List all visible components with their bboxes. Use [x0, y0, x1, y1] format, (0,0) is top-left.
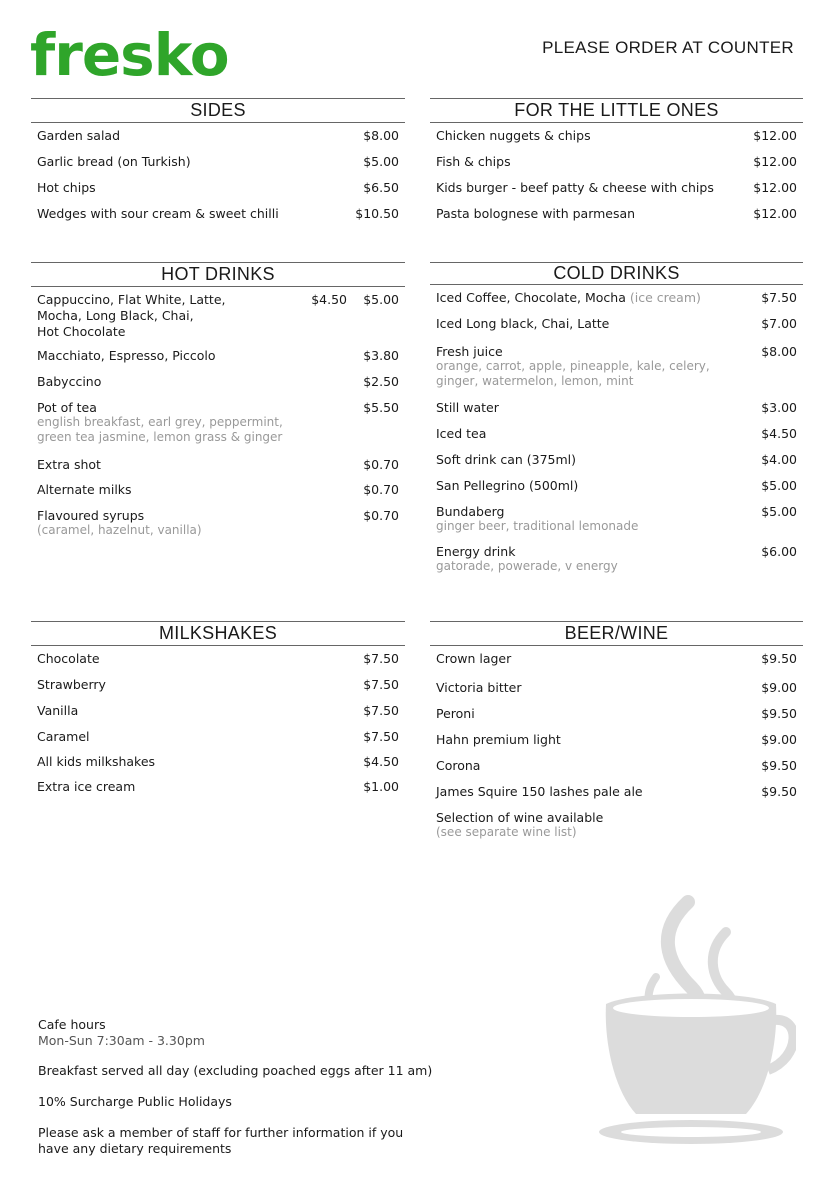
menu-item	[430, 426, 803, 452]
item-name: Fresh juice	[436, 344, 503, 359]
item-price: $9.50	[761, 758, 797, 773]
item-name: Garden salad	[37, 128, 121, 143]
item-price: $12.00	[753, 180, 797, 195]
section-hot-drinks	[31, 262, 405, 548]
item-name: Cappuccino, Flat White, Latte,	[37, 292, 226, 307]
items-list	[31, 128, 405, 232]
item-name: Kids burger - beef patty & cheese with chips	[436, 180, 714, 195]
menu-item	[430, 651, 803, 680]
item-name: All kids milkshakes	[37, 754, 156, 769]
item-description: (see separate wine list)	[436, 825, 577, 839]
item-name: Chicken nuggets & chips	[436, 128, 591, 143]
cafe-hours	[38, 1017, 205, 1048]
menu-item	[31, 206, 405, 232]
item-price: $3.00	[761, 400, 797, 415]
menu-item	[430, 180, 803, 206]
item-description: english breakfast, earl grey, peppermint,	[37, 415, 283, 429]
menu-item	[430, 706, 803, 732]
item-price: $6.50	[363, 180, 399, 195]
dietary-note	[38, 1125, 403, 1157]
item-name: Alternate milks	[37, 482, 132, 497]
surcharge-note: 10% Surcharge Public Holidays	[38, 1094, 232, 1109]
section-sides	[31, 98, 405, 232]
item-price: $12.00	[753, 154, 797, 169]
menu-item	[430, 452, 803, 478]
items-list	[430, 128, 803, 232]
item-name: Chocolate	[37, 651, 100, 666]
item-name: Iced tea	[436, 426, 487, 441]
item-price: $9.00	[761, 732, 797, 747]
item-name: Extra ice cream	[37, 779, 136, 794]
menu-item	[430, 290, 803, 316]
menu-item	[31, 292, 405, 348]
item-name: Hot chips	[37, 180, 96, 195]
breakfast-note: Breakfast served all day (excluding poached eggs after 11 am)	[38, 1063, 433, 1078]
item-name: Caramel	[37, 729, 90, 744]
menu-item	[31, 779, 405, 804]
menu-item	[31, 754, 405, 779]
section-little-ones	[430, 98, 803, 232]
item-description: green tea jasmine, lemon grass & ginger	[37, 430, 283, 444]
items-list	[430, 290, 803, 580]
section-title: FOR THE LITTLE ONES	[430, 98, 803, 123]
menu-item	[31, 677, 405, 703]
section-title: HOT DRINKS	[31, 262, 405, 287]
section-beer-wine	[430, 621, 803, 846]
item-name: Hahn premium light	[436, 732, 561, 747]
menu-item	[430, 344, 803, 400]
menu-item	[430, 316, 803, 344]
item-price: $8.00	[363, 128, 399, 143]
item-price: $7.50	[363, 729, 399, 744]
item-name-text: Iced Coffee, Chocolate, Mocha	[436, 290, 626, 305]
item-price: $7.50	[363, 703, 399, 718]
item-price: $5.00	[761, 504, 797, 519]
item-price: $4.50	[761, 426, 797, 441]
item-price: $0.70	[363, 457, 399, 472]
item-name: Soft drink can (375ml)	[436, 452, 577, 467]
item-price: $9.50	[761, 784, 797, 799]
section-title: MILKSHAKES	[31, 621, 405, 646]
item-name: James Squire 150 lashes pale ale	[436, 784, 643, 799]
section-title: COLD DRINKS	[430, 262, 803, 285]
menu-item	[31, 508, 405, 548]
items-list	[430, 651, 803, 846]
item-price: $12.00	[753, 128, 797, 143]
item-price: $0.70	[363, 508, 399, 523]
menu-item	[31, 651, 405, 677]
coffee-cup-icon	[596, 892, 796, 1152]
menu-item	[31, 457, 405, 482]
item-name: Hot Chocolate	[37, 324, 126, 339]
item-price: $7.50	[363, 677, 399, 692]
item-price-small: $4.50	[311, 292, 347, 307]
menu-item	[31, 482, 405, 508]
item-name: Corona	[436, 758, 481, 773]
item-name: Iced Long black, Chai, Latte	[436, 316, 610, 331]
items-list	[31, 292, 405, 548]
item-description: (caramel, hazelnut, vanilla)	[37, 523, 202, 537]
menu-item	[31, 374, 405, 400]
item-name: Peroni	[436, 706, 475, 721]
item-price: $7.00	[761, 316, 797, 331]
item-price: $7.50	[761, 290, 797, 305]
item-price: $5.00	[363, 154, 399, 169]
item-name: San Pellegrino (500ml)	[436, 478, 579, 493]
item-name	[436, 290, 797, 305]
menu-item	[430, 544, 803, 580]
item-price: $9.00	[761, 680, 797, 695]
menu-item	[430, 128, 803, 154]
item-name: Victoria bitter	[436, 680, 522, 695]
item-price: $4.00	[761, 452, 797, 467]
item-price: $3.80	[363, 348, 399, 363]
item-name: Garlic bread (on Turkish)	[37, 154, 191, 169]
menu-item	[31, 128, 405, 154]
item-price-large: $5.00	[363, 292, 399, 307]
dietary-line: have any dietary requirements	[38, 1141, 232, 1156]
order-notice: PLEASE ORDER AT COUNTER	[542, 38, 794, 57]
menu-item	[430, 680, 803, 706]
menu-item	[430, 154, 803, 180]
menu-item	[31, 400, 405, 457]
menu-item	[31, 154, 405, 180]
menu-item	[31, 703, 405, 729]
menu-item	[430, 810, 803, 846]
item-price: $9.50	[761, 651, 797, 666]
menu-item	[430, 784, 803, 810]
menu-item	[31, 348, 405, 374]
item-description: gatorade, powerade, v energy	[436, 559, 618, 573]
menu-item	[430, 732, 803, 758]
hours-title: Cafe hours	[38, 1017, 106, 1032]
item-price: $0.70	[363, 482, 399, 497]
item-name: Vanilla	[37, 703, 79, 718]
item-name: Mocha, Long Black, Chai,	[37, 308, 194, 323]
hours-value: Mon-Sun 7:30am - 3.30pm	[38, 1033, 205, 1048]
menu-item	[430, 400, 803, 426]
item-price: $7.50	[363, 651, 399, 666]
section-title: BEER/WINE	[430, 621, 803, 646]
item-note: (ice cream)	[629, 290, 701, 305]
item-name: Still water	[436, 400, 499, 415]
menu-item	[430, 478, 803, 504]
menu-item	[430, 504, 803, 544]
items-list	[31, 651, 405, 804]
menu-item	[31, 729, 405, 754]
item-name: Energy drink	[436, 544, 516, 559]
item-description: orange, carrot, apple, pineapple, kale, celery,	[436, 359, 710, 373]
item-name: Extra shot	[37, 457, 101, 472]
item-price: $5.50	[363, 400, 399, 415]
brand-logo: fresko	[30, 21, 229, 89]
section-milkshakes	[31, 621, 405, 804]
item-price: $5.00	[761, 478, 797, 493]
item-price: $10.50	[355, 206, 399, 221]
item-description: ginger beer, traditional lemonade	[436, 519, 639, 533]
item-name: Crown lager	[436, 651, 512, 666]
item-price: $1.00	[363, 779, 399, 794]
item-name: Fish & chips	[436, 154, 511, 169]
item-name: Wedges with sour cream & sweet chilli	[37, 206, 279, 221]
menu-item	[430, 758, 803, 784]
item-name: Selection of wine available	[436, 810, 604, 825]
menu-item	[31, 180, 405, 206]
item-price: $9.50	[761, 706, 797, 721]
item-description: ginger, watermelon, lemon, mint	[436, 374, 634, 388]
item-name: Macchiato, Espresso, Piccolo	[37, 348, 216, 363]
item-name: Pot of tea	[37, 400, 97, 415]
item-name: Pasta bolognese with parmesan	[436, 206, 636, 221]
item-name: Babyccino	[37, 374, 102, 389]
item-price: $4.50	[363, 754, 399, 769]
item-name: Flavoured syrups	[37, 508, 145, 523]
item-price: $12.00	[753, 206, 797, 221]
item-name: Strawberry	[37, 677, 106, 692]
item-price: $2.50	[363, 374, 399, 389]
dietary-line: Please ask a member of staff for further information if you	[38, 1125, 404, 1140]
menu-item	[430, 206, 803, 232]
section-cold-drinks	[430, 262, 803, 580]
item-price: $6.00	[761, 544, 797, 559]
item-price: $8.00	[761, 344, 797, 359]
section-title: SIDES	[31, 98, 405, 123]
item-name: Bundaberg	[436, 504, 505, 519]
